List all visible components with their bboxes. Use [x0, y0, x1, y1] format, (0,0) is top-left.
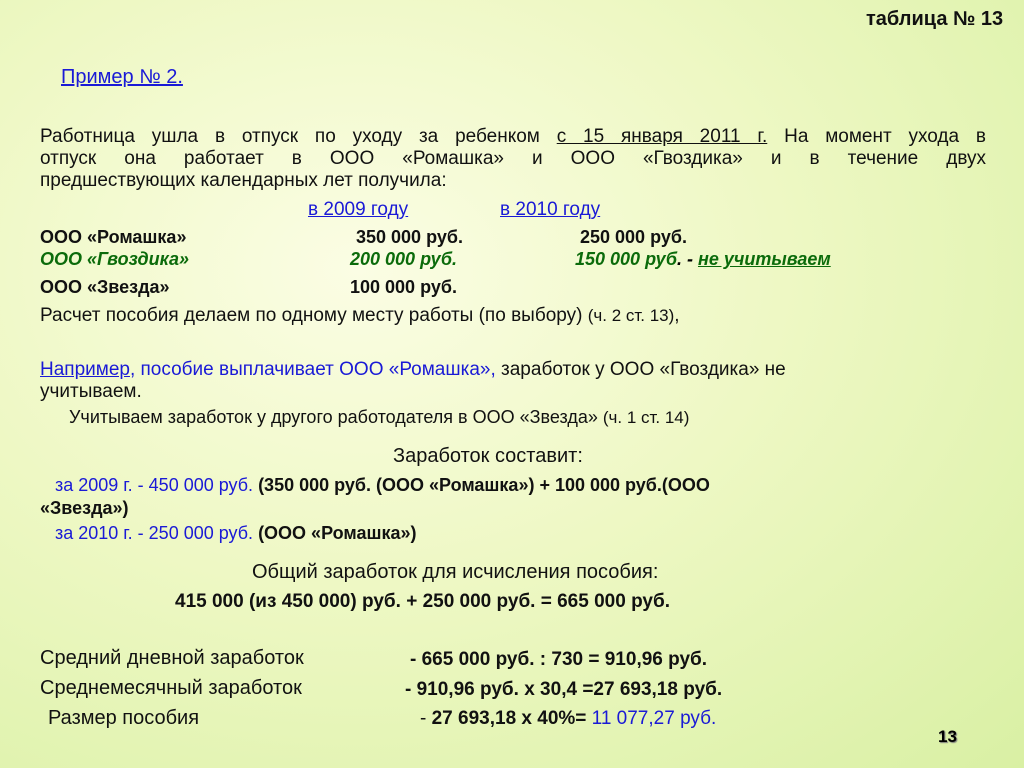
total-title: Общий заработок для исчисления пособия:	[252, 561, 659, 583]
table-label: таблица № 13	[866, 8, 1004, 30]
gvozdika-2009: 200 000 руб.	[350, 249, 457, 269]
earnings-2009	[55, 475, 710, 496]
earnings-title: Заработок составит:	[393, 445, 583, 467]
romashka-2009: 350 000 руб.	[356, 227, 463, 247]
earnings-2009-label: за 2009 г. - 450 000 руб.	[55, 475, 259, 495]
example-blue-text: , пособие выплачивает ООО «Ромашка»,	[129, 359, 502, 380]
intro-text-2: На момент ухода в	[767, 126, 986, 147]
gvozdika-2010-group	[575, 249, 831, 270]
avg-daily-dash: -	[410, 649, 422, 670]
intro-line-2: отпуск она работает в ООО «Ромашка» и ООО «Гвоздика» и в течение двух	[40, 148, 986, 169]
calc-note-ref: (ч. 2 ст. 13)	[587, 306, 675, 325]
benefit-label: Размер пособия	[48, 707, 200, 729]
benefit-dash: -	[420, 708, 427, 729]
example-line-2: учитываем.	[40, 381, 142, 402]
example-title: Пример № 2.	[61, 66, 183, 88]
intro-line-1	[40, 126, 986, 148]
example-rest: заработок у ООО «Гвоздика» не	[501, 359, 786, 380]
benefit-result: 11 077,27 руб.	[591, 708, 717, 729]
example-line-1	[40, 359, 786, 381]
avg-monthly-dash: -	[405, 679, 412, 700]
year-2009-header: в 2009 году	[308, 199, 409, 220]
example-lead: Например	[40, 359, 130, 380]
intro-date: с 15 января 2011 г.	[556, 126, 768, 147]
year-2010-header: в 2010 году	[500, 199, 601, 220]
avg-monthly-value	[405, 679, 722, 701]
earnings-2009-detail-line2: «Звезда»)	[40, 498, 129, 518]
benefit-formula: 27 693,18 х 40%=	[426, 708, 592, 729]
avg-daily-formula: 665 000 руб. : 730 = 910,96 руб.	[421, 649, 708, 670]
example-paragraph	[40, 359, 786, 403]
company-name-romashka: ООО «Ромашка»	[40, 227, 187, 247]
avg-daily-value	[410, 649, 707, 671]
gvozdika-not-counted: не учитываем	[697, 249, 831, 269]
benefit-value	[420, 708, 716, 730]
avg-daily-label: Средний дневной заработок	[40, 647, 304, 669]
intro-text-1: Работница ушла в отпуск по уходу за ребенком	[40, 126, 557, 147]
earnings-2009-detail: (350 000 руб. (ООО «Ромашка») + 100 000 руб.(ООО	[258, 475, 710, 495]
gvozdika-dash: . -	[676, 249, 698, 269]
calc-note-tail: ,	[674, 305, 680, 326]
page-number: 13	[938, 727, 957, 746]
calc-note	[40, 305, 680, 327]
calc-note-text: Расчет пособия делаем по одному месту работы (по выбору)	[40, 305, 588, 326]
earnings-2010-label: за 2010 г. - 250 000 руб.	[55, 523, 259, 543]
intro-paragraph	[40, 126, 986, 192]
earnings-2010	[55, 523, 417, 544]
earnings-2010-detail: (ООО «Ромашка»)	[258, 523, 417, 543]
gvozdika-2010: 150 000 руб	[575, 249, 677, 269]
consider-text: Учитываем заработок у другого работодателя в ООО «Звезда»	[69, 407, 603, 427]
total-formula: 415 000 (из 450 000) руб. + 250 000 руб. = 665 000 руб.	[175, 591, 671, 612]
company-name-gvozdika: ООО «Гвоздика»	[40, 249, 190, 269]
avg-monthly-label: Среднемесячный заработок	[40, 677, 302, 699]
zvezda-2009: 100 000 руб.	[350, 277, 457, 297]
consider-line	[69, 407, 689, 428]
romashka-2010: 250 000 руб.	[580, 227, 687, 247]
avg-monthly-formula: 910,96 руб. х 30,4 =27 693,18 руб.	[411, 679, 723, 700]
intro-line-3: предшествующих календарных лет получила:	[40, 170, 447, 191]
consider-ref: (ч. 1 ст. 14)	[602, 408, 690, 427]
company-name-zvezda: ООО «Звезда»	[40, 277, 170, 297]
